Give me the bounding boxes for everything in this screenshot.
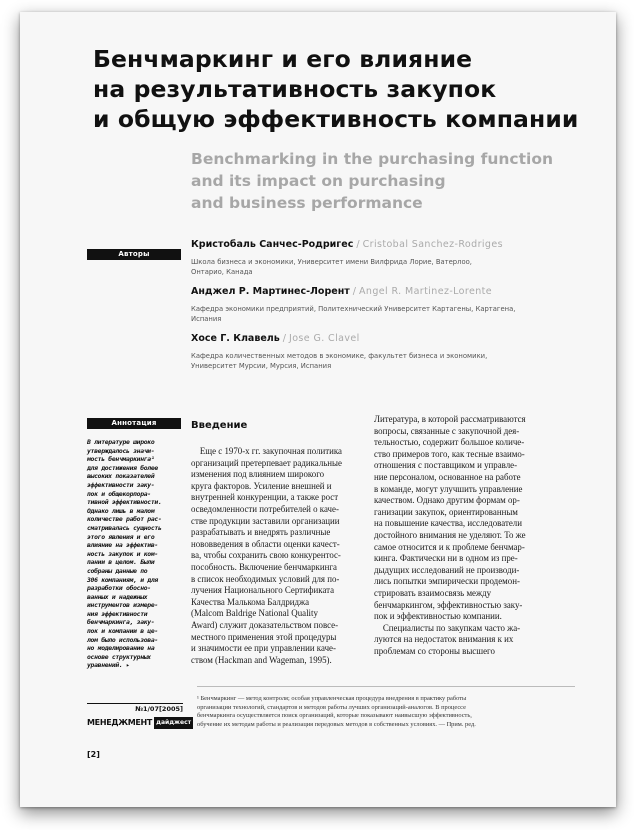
abstract-line: утверждалось значи- xyxy=(87,446,155,455)
footnote-divider xyxy=(197,686,575,687)
author-name-line xyxy=(191,285,601,298)
body-line: проблемам со стороны высшего xyxy=(374,645,495,656)
body-line: ганизации закупок, ориентированным xyxy=(374,506,518,517)
page-number: [2] xyxy=(87,750,100,759)
author-name: Хосе Г. Клавель xyxy=(191,333,280,344)
body-line: организаций претерпевает радикальные xyxy=(191,457,342,468)
body-line: лись попытки эмпирически продемон- xyxy=(374,576,520,587)
subtitle-line: and its impact on purchasing xyxy=(191,172,446,190)
abstract-line: мость бенчмаркинга¹ xyxy=(87,455,155,464)
issue-number: №1/07[2005] xyxy=(87,703,183,713)
affiliation-line: Испания xyxy=(191,315,222,323)
abstract-line: сматривалась сущность xyxy=(87,523,162,532)
body-line: пок и эффективностью компании. xyxy=(374,611,502,622)
body-line: Литература, в которой рассматриваются xyxy=(374,414,526,424)
author-name: Кристобаль Санчес-Родригес xyxy=(191,239,354,250)
body-line: Award) служит доказательством повсе- xyxy=(191,619,339,630)
footnote-line: организации технологий, стандартов и методов работы лучших организаций-аналогов. В процессе xyxy=(197,703,466,711)
body-line: кинга. Фактически ни в одном из пре- xyxy=(374,553,518,564)
body-column-right xyxy=(374,414,576,657)
magazine-name: МЕНЕДЖМЕНТ xyxy=(87,718,153,727)
affiliation-line: Школа бизнеса и экономики, Университет имени Вилфрида Лорие, Ватерлоо, xyxy=(191,258,472,266)
author-name-line xyxy=(191,332,601,345)
subtitle-line: Benchmarking in the purchasing function xyxy=(191,150,554,168)
body-line: Еще с 1970-х гг. закупочная политика xyxy=(191,446,342,456)
body-line: самое относится и к проблеме бенчмар- xyxy=(374,541,525,552)
magazine-tag: дайджест xyxy=(154,717,193,729)
body-column-left xyxy=(191,446,381,666)
affiliation-line: Онтарио, Канада xyxy=(191,268,253,276)
body-line: Качества Малькома Балдриджа xyxy=(191,596,310,607)
title-line: и общую эффективность компании xyxy=(93,105,579,133)
abstract-line: основе структурных xyxy=(87,652,151,661)
author-name-latin: Angel R. Martinez-Lorente xyxy=(359,286,493,297)
abstract-line: высоких показателей xyxy=(87,472,155,481)
body-line: местного применения этой процедуры xyxy=(191,631,337,642)
footnote-line: ¹ Бенчмаркинг — метод контроля; особая управленческая процедура внедрения в практику работы xyxy=(197,695,467,702)
footnote-line: бенчмаркинга осуществляется поиск организаций, которые показывают наивысшую эффективность, xyxy=(197,712,472,720)
authors-block xyxy=(191,238,601,379)
abstract-line: ванных и надежных xyxy=(87,592,148,601)
footnote xyxy=(197,695,577,729)
abstract-line: этого явления и его xyxy=(87,532,155,541)
author-name-latin: Cristobal Sanchez-Rodriges xyxy=(362,239,503,250)
document-page xyxy=(20,12,616,807)
author-affiliation xyxy=(191,304,601,324)
article-subtitle-english xyxy=(191,148,591,214)
body-line: (Malcom Baldrige National Quality xyxy=(191,608,318,619)
body-line: ва, чтобы сохранить свою конкурентос- xyxy=(191,550,341,561)
abstract-line: пании в целом. Были xyxy=(87,558,155,567)
author-affiliation xyxy=(191,257,601,277)
body-line: отношения с поставщиком и управле- xyxy=(374,460,518,471)
abstract-text xyxy=(87,438,183,670)
body-line: на повышение качества, исследователи xyxy=(374,518,522,529)
body-line: ние персоналом, основанное на работе xyxy=(374,471,521,482)
abstract-line: для достижения более xyxy=(87,463,158,472)
abstract-line: бенчмаркинга, заку- xyxy=(87,618,155,627)
body-line: в команде, могут улучшить управление xyxy=(374,483,523,494)
body-line: внутренней конкуренции, а также рост xyxy=(191,492,339,503)
author-separator: / xyxy=(353,239,363,250)
body-line: Специалисты по закупкам часто жа- xyxy=(374,622,521,633)
magazine-logo xyxy=(87,717,192,729)
title-line: Бенчмаркинг и его влияние xyxy=(93,45,473,73)
body-line: дыдущих исследований не производи- xyxy=(374,564,520,575)
body-line: ством (Hackman and Wageman, 1995). xyxy=(191,654,332,665)
body-line: нововведения в области оценки качест- xyxy=(191,538,340,549)
abstract-line: влияние на эффектив- xyxy=(87,541,158,550)
abstract-line: собраны данные по xyxy=(87,566,148,575)
abstract-line: Однако лишь в малом xyxy=(87,506,155,515)
body-line: качеством. Однако другим формам ор- xyxy=(374,495,520,506)
abstract-line: разработки обосно- xyxy=(87,584,151,593)
abstract-line: пок и общекорпора- xyxy=(87,489,151,498)
author-name-line xyxy=(191,238,601,251)
body-line: стрировать взаимосвязь между xyxy=(374,587,492,598)
authors-label: Авторы xyxy=(87,249,181,260)
abstract-line: ния эффективности xyxy=(87,609,148,618)
body-line: бенчмаркингом, эффективностью заку- xyxy=(374,599,523,610)
article-title xyxy=(93,44,593,134)
section-heading: Введение xyxy=(191,420,248,431)
author-entry xyxy=(191,332,601,371)
abstract-line: тивной эффективности. xyxy=(87,498,162,507)
body-line: в список необходимых условий для по- xyxy=(191,573,340,584)
title-line: на результативность закупок xyxy=(93,75,497,103)
author-separator: / xyxy=(349,286,360,297)
footnote-line: обучение их методам работы и реализация передовых методов в собственных условиях. — Прим. ред. xyxy=(197,720,476,728)
abstract-line: эффективности заку- xyxy=(87,480,155,489)
abstract-line: В литературе широко xyxy=(87,438,155,446)
author-name-latin: Jose G. Clavel xyxy=(289,333,360,344)
author-entry xyxy=(191,238,601,277)
abstract-line: уравнений. ▸ xyxy=(87,661,130,670)
author-affiliation xyxy=(191,351,601,371)
body-line: ство примеров того, как тесные взаимо- xyxy=(374,448,525,459)
affiliation-line: Кафедра экономики предприятий, Политехнический Университет Картагены, Картагена, xyxy=(191,305,516,313)
body-line: разрабатывать и внедрять различные xyxy=(191,527,331,538)
body-line: стве продукции заставили организации xyxy=(191,515,340,526)
author-separator: / xyxy=(279,333,290,344)
abstract-line: пок и компании в це- xyxy=(87,627,158,636)
abstract-line: ность закупок и ком- xyxy=(87,549,158,558)
body-line: осведомленности потребителей о каче- xyxy=(191,503,339,514)
abstract-line: 306 компаниям, и для xyxy=(87,575,158,584)
affiliation-line: Университет Мурсии, Мурсия, Испания xyxy=(191,362,332,370)
affiliation-line: Кафедра количественных методов в экономике, факультет бизнеса и экономики, xyxy=(191,352,488,360)
body-line: изменения под влиянием широкого xyxy=(191,469,325,480)
abstract-line: но моделирование на xyxy=(87,644,155,653)
body-line: вопросы, связанные с закупочной дея- xyxy=(374,425,520,436)
subtitle-line: and business performance xyxy=(191,194,423,212)
abstract-line: количестве работ рас- xyxy=(87,515,162,524)
body-line: круга факторов. Усиление внешней и xyxy=(191,480,332,491)
abstract-line: инструментов измере- xyxy=(87,601,158,610)
author-name: Анджел Р. Мартинес-Лорент xyxy=(191,286,350,297)
body-line: луются на недостаток внимания к их xyxy=(374,634,514,645)
abstract-label: Аннотация xyxy=(87,418,181,429)
body-line: пособность. Включение бенчмаркинга xyxy=(191,561,337,572)
author-entry xyxy=(191,285,601,324)
body-line: достойного внимания не уделяют. То же xyxy=(374,529,526,540)
body-line: лучения Национального Сертификата xyxy=(191,585,335,596)
body-line: тельностью, содержит большое количе- xyxy=(374,437,525,448)
abstract-line: лом было использова- xyxy=(87,635,158,644)
body-line: и значимости ее при управлении каче- xyxy=(191,643,336,654)
